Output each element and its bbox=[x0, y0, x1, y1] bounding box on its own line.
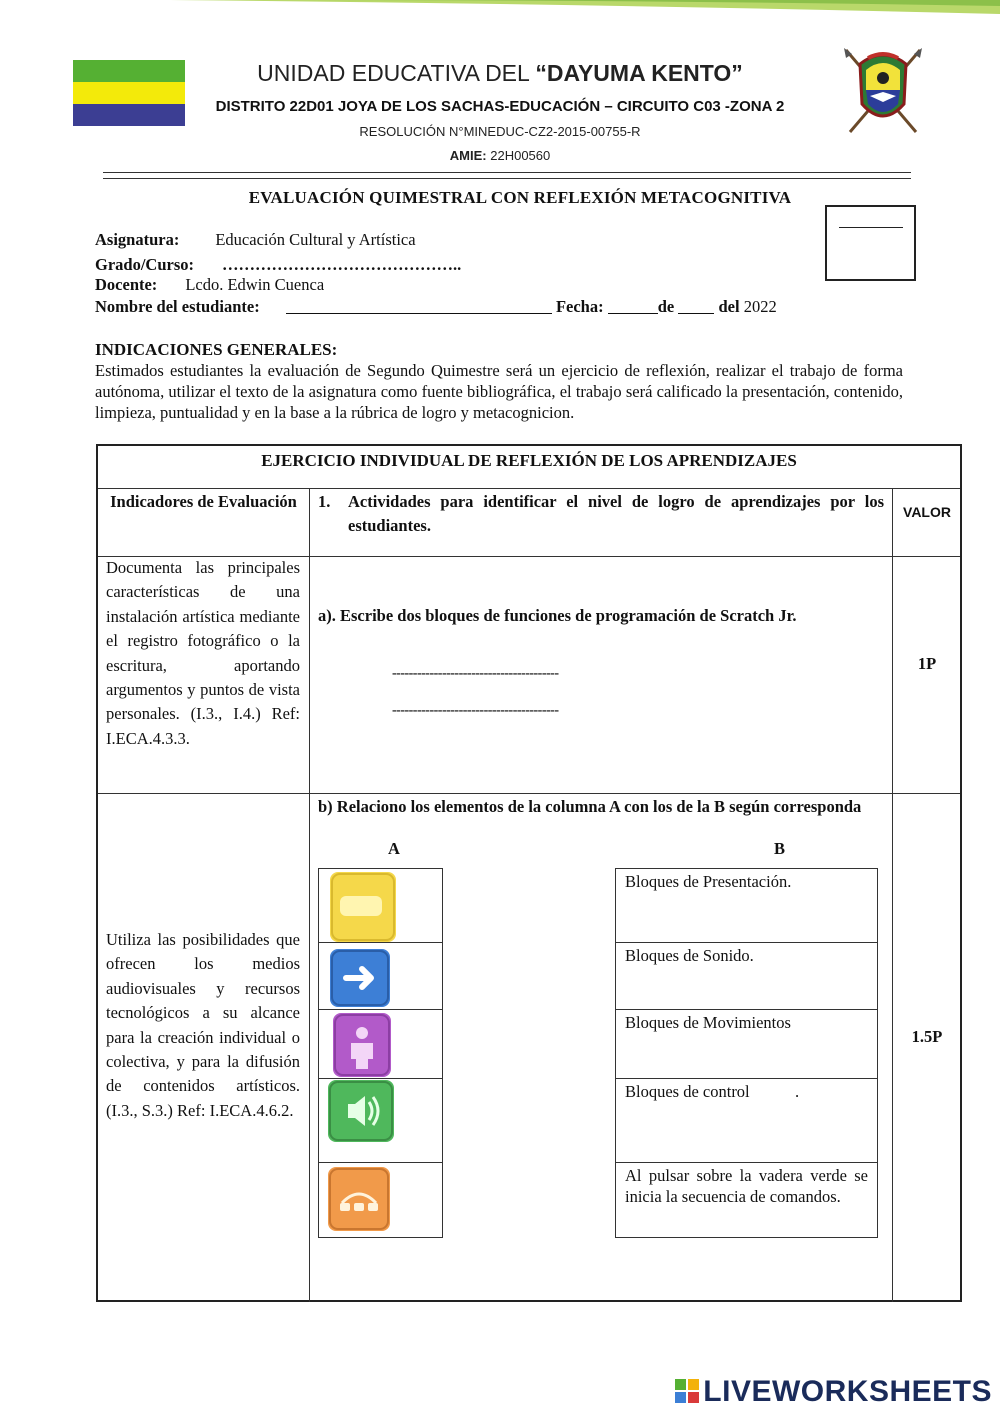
option-movement: Bloques de Movimientos bbox=[625, 1013, 791, 1032]
liveworksheets-logo[interactable] bbox=[675, 1375, 992, 1409]
school-name: “DAYUMA KENTO” bbox=[535, 60, 743, 86]
reflection-table bbox=[96, 444, 962, 1302]
control-block-icon[interactable] bbox=[328, 1167, 390, 1231]
flag-stripe-green bbox=[73, 60, 185, 82]
speech-bubble-block-icon[interactable] bbox=[330, 872, 396, 942]
column-b-option[interactable] bbox=[615, 1078, 878, 1163]
table-line bbox=[892, 488, 893, 1302]
column-a-label: A bbox=[388, 839, 400, 858]
subject-value: Educación Cultural y Artística bbox=[215, 230, 416, 249]
subject-label: Asignatura: bbox=[95, 230, 180, 249]
instructions-title: INDICACIONES GENERALES: bbox=[95, 340, 338, 359]
school-crest-icon bbox=[838, 44, 928, 136]
option-sound: Bloques de Sonido. bbox=[625, 946, 754, 965]
header-value: VALOR bbox=[903, 504, 951, 520]
amie-line bbox=[200, 148, 800, 163]
answer-line-1[interactable]: ---------------------------------------- bbox=[392, 666, 559, 681]
character-block-icon[interactable] bbox=[333, 1013, 391, 1077]
question-b: b) Relaciono los elementos de la columna A con los de la B según corresponda bbox=[318, 797, 862, 816]
instructions-text: Estimados estudiantes la evaluación de Segundo Quimestre será un ejercicio de reflexión, realizar el trabajo de forma autónoma, utilizar el texto de la asignatura como fuente bibliográfica, el trabajo será calificado la presentación, contenido, limpieza, puntualidad y en la base a la rúbrica de logro y metacognicion. bbox=[95, 361, 903, 422]
date-label: Fecha: bbox=[555, 297, 604, 316]
teacher-value: Lcdo. Edwin Cuenca bbox=[185, 275, 325, 294]
table-line bbox=[309, 488, 310, 1302]
flag-stripe-yellow bbox=[73, 82, 185, 104]
grade-line bbox=[839, 227, 903, 228]
column-b-option[interactable] bbox=[615, 942, 878, 1010]
school-title bbox=[200, 60, 800, 87]
value-row-1: 1P bbox=[917, 654, 937, 673]
option-presentation: Bloques de Presentación. bbox=[625, 872, 792, 891]
teacher-row bbox=[95, 275, 324, 295]
student-name-blank[interactable] bbox=[286, 299, 552, 314]
liveworksheets-icon bbox=[675, 1379, 699, 1403]
exam-title: EVALUACIÓN QUIMESTRAL CON REFLEXIÓN METACOGNITIVA bbox=[248, 188, 792, 207]
resolution-line: RESOLUCIÓN N°MINEDUC-CZ2-2015-00755-R bbox=[359, 124, 641, 139]
activities-number: 1. bbox=[318, 492, 331, 511]
indicator-1: Documenta las principales características de una instalación artística mediante el registro fotográfico o la escritura, aportando argumentos y puntos de vista personales. (I.3., I.4.) Ref: I.ECA.4.3.3. bbox=[106, 558, 300, 748]
answer-line-2[interactable]: ---------------------------------------- bbox=[392, 703, 559, 718]
date-year: 2022 bbox=[743, 297, 777, 316]
indicator-2: Utiliza las posibilidades que ofrecen los medios audiovisuales y recursos tecnológicos a su alcance para la creación individual o colectiva, y para la difusión de contenidos artísticos. (I.3., S.3.) Ref: I.ECA.4.6.2. bbox=[106, 930, 300, 1120]
header-activities bbox=[318, 490, 884, 538]
grade-row bbox=[95, 255, 461, 275]
column-b-option[interactable] bbox=[615, 1009, 878, 1079]
header-rule-top bbox=[103, 172, 911, 173]
sound-speaker-block-icon[interactable] bbox=[328, 1080, 394, 1142]
district-line: DISTRITO 22D01 JOYA DE LOS SACHAS-EDUCACIÓN – CIRCUITO C03 -ZONA 2 bbox=[215, 98, 785, 115]
school-prefix: UNIDAD EDUCATIVA DEL bbox=[257, 60, 536, 86]
grade-box[interactable] bbox=[825, 205, 916, 281]
column-b-label: B bbox=[774, 839, 786, 858]
option-control: Bloques de control . bbox=[625, 1082, 800, 1101]
date-de: de bbox=[657, 297, 675, 316]
header-decoration bbox=[0, 0, 1000, 30]
grade-value[interactable]: …………………………………….. bbox=[222, 255, 462, 274]
school-flag bbox=[73, 60, 185, 126]
column-b-option[interactable] bbox=[615, 1162, 878, 1238]
move-right-arrow-block-icon[interactable] bbox=[330, 949, 390, 1007]
table-line bbox=[98, 793, 960, 794]
activities-text: Actividades para identificar el nivel de logro de aprendizajes por los estudiantes. bbox=[348, 492, 884, 535]
date-day-blank[interactable] bbox=[608, 299, 658, 314]
header-rule-bottom bbox=[103, 178, 911, 179]
table-title: EJERCICIO INDIVIDUAL DE REFLEXIÓN DE LOS APRENDIZAJES bbox=[261, 451, 797, 470]
date-del: del bbox=[718, 297, 740, 316]
amie-label: AMIE: bbox=[449, 148, 487, 163]
option-green-flag: Al pulsar sobre la vadera verde se inicia la secuencia de comandos. bbox=[625, 1166, 868, 1206]
date-month-blank[interactable] bbox=[678, 299, 714, 314]
grade-label: Grado/Curso: bbox=[95, 255, 194, 274]
teacher-label: Docente: bbox=[95, 275, 158, 294]
question-a: a). Escribe dos bloques de funciones de programación de Scratch Jr. bbox=[318, 606, 797, 625]
column-b-option[interactable] bbox=[615, 868, 878, 943]
liveworksheets-text: LIVEWORKSHEETS bbox=[703, 1375, 992, 1408]
table-line bbox=[98, 488, 960, 489]
amie-value: 22H00560 bbox=[490, 148, 551, 163]
student-row bbox=[95, 297, 777, 317]
subject-row bbox=[95, 230, 416, 250]
flag-stripe-blue bbox=[73, 104, 185, 126]
value-row-2: 1.5P bbox=[911, 1027, 943, 1046]
header-indicators: Indicadores de Evaluación bbox=[110, 492, 297, 511]
student-label: Nombre del estudiante: bbox=[95, 297, 260, 316]
